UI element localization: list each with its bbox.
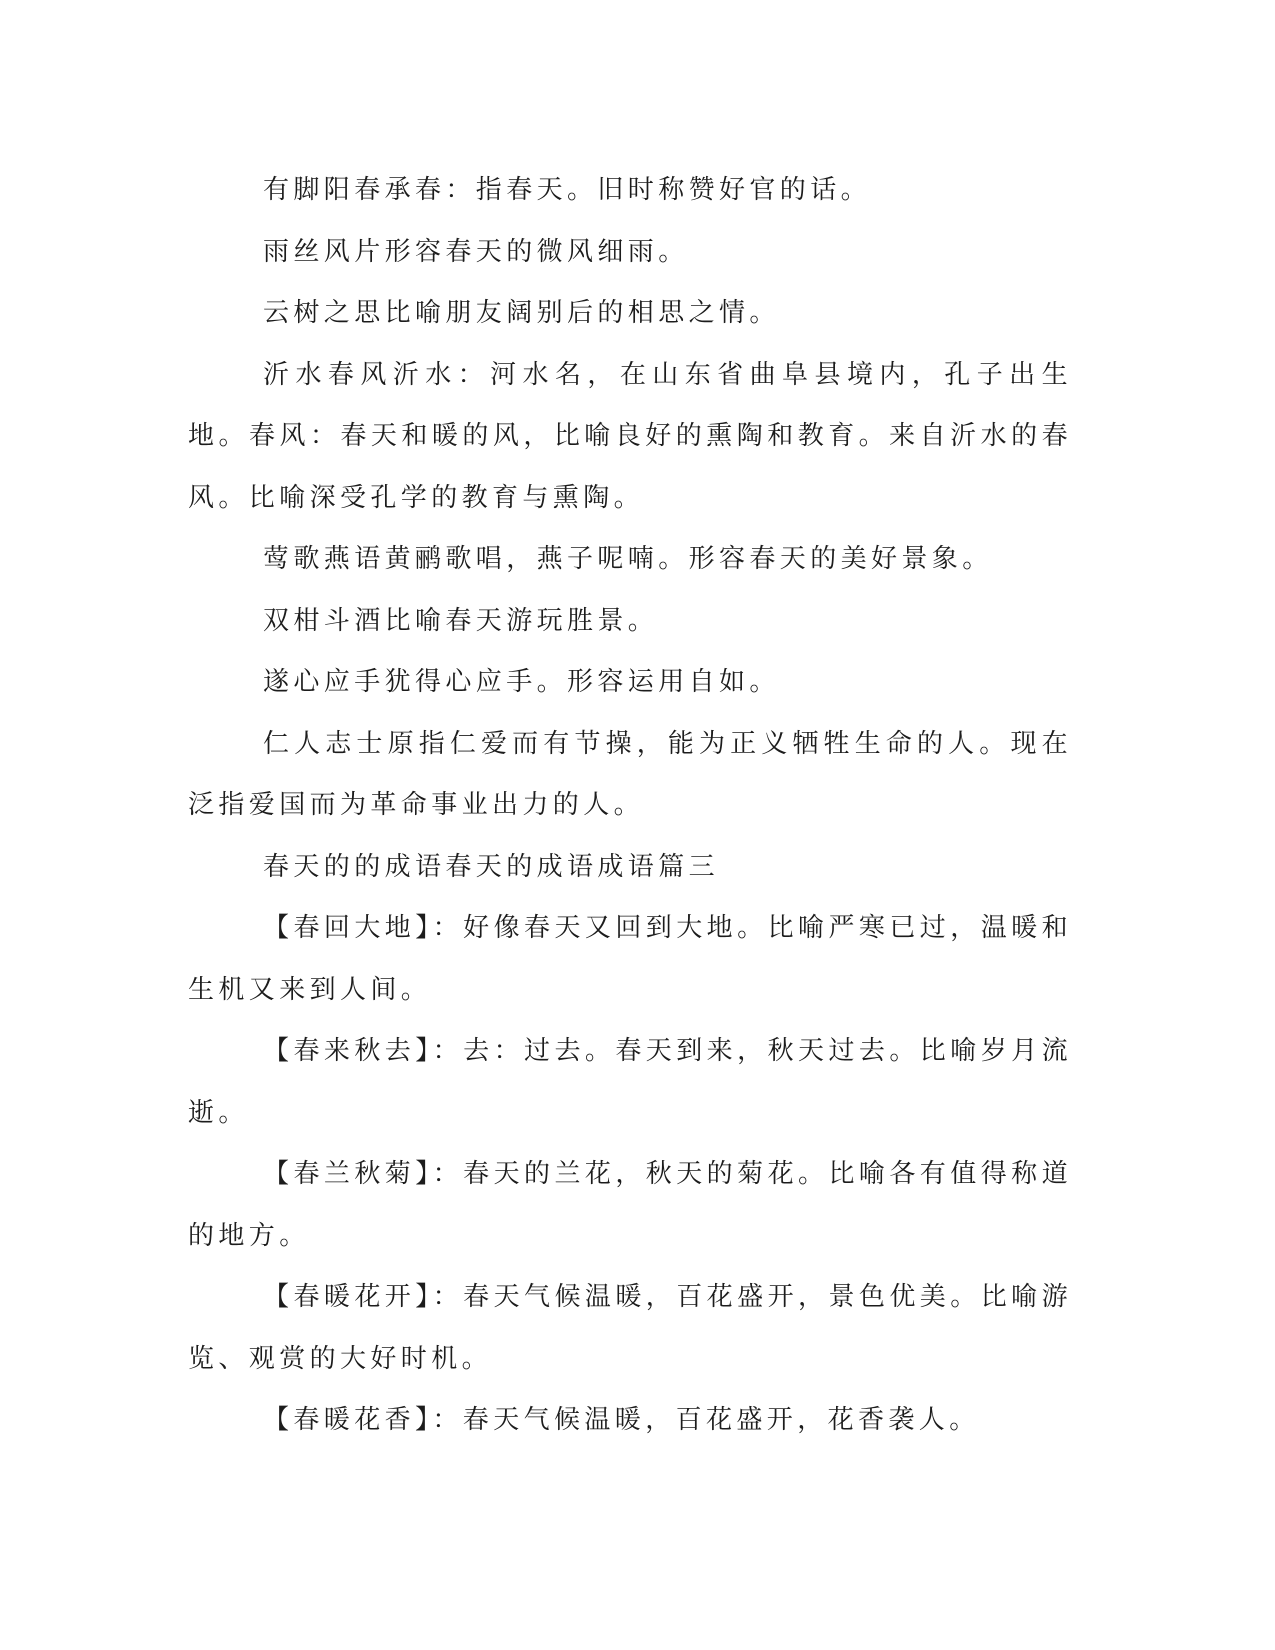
paragraph-1: 有脚阳春承春：指春天。旧时称赞好官的话。 <box>263 175 872 205</box>
paragraph-4: 沂水春风沂水：河水名，在山东省曲阜县境内，孔子出生地。春风：春天和暖的风，比喻良好的熏陶和教育。来自沂水的春风。比喻深受孔学的教育与熏陶。 <box>188 359 1072 513</box>
paragraph-2: 雨丝风片形容春天的微风细雨。 <box>263 236 689 267</box>
paragraph-6: 双柑斗酒比喻春天游玩胜景。 <box>263 605 659 636</box>
paragraph-14: 【春暖花香】：春天气候温暖，百花盛开，花香袭人。 <box>263 1405 980 1435</box>
paragraph-8: 仁人志士原指仁爱而有节操，能为正义牺牲生命的人。现在泛指爱国而为革命事业出力的人。 <box>188 728 1072 820</box>
paragraph-11: 【春来秋去】：去：过去。春天到来，秋天过去。比喻岁月流逝。 <box>188 1036 1072 1128</box>
paragraph-10: 【春回大地】：好像春天又回到大地。比喻严寒已过，温暖和生机又来到人间。 <box>188 913 1072 1005</box>
section-heading: 春天的的成语春天的成语成语篇三 <box>263 851 720 882</box>
paragraph-13: 【春暖花开】：春天气候温暖，百花盛开，景色优美。比喻游览、观赏的大好时机。 <box>188 1282 1072 1374</box>
document-body <box>188 160 1072 1452</box>
paragraph-12: 【春兰秋菊】：春天的兰花，秋天的菊花。比喻各有值得称道的地方。 <box>188 1159 1072 1251</box>
paragraph-7: 遂心应手犹得心应手。形容运用自如。 <box>263 667 780 697</box>
paragraph-5: 莺歌燕语黄鹂歌唱，燕子呢喃。形容春天的美好景象。 <box>263 544 993 574</box>
paragraph-3: 云树之思比喻朋友阔别后的相思之情。 <box>263 298 780 328</box>
